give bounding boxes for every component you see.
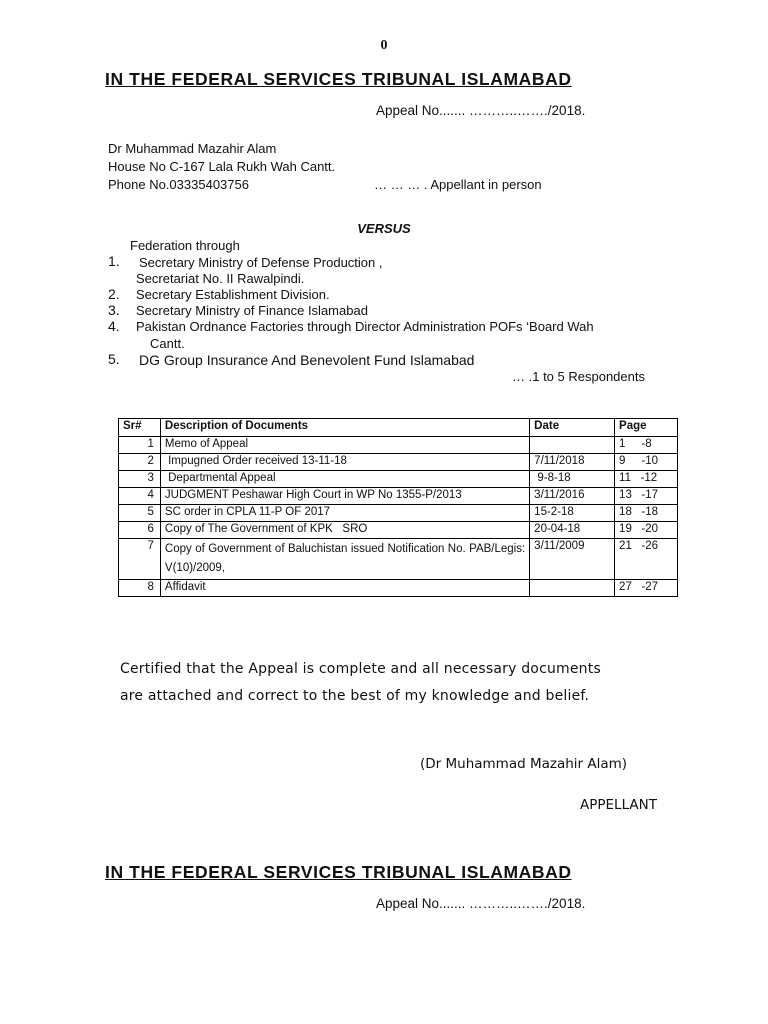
cell-page: 21 -26 — [615, 539, 678, 580]
appellant-address: House No C-167 Lala Rukh Wah Cantt. — [108, 159, 336, 174]
second-tribunal-title: IN THE FEDERAL SERVICES TRIBUNAL ISLAMABAD — [105, 862, 572, 882]
signature-name: (Dr Muhammad Mazahir Alam) — [420, 756, 628, 772]
respondents-intro: Federation through — [130, 238, 240, 253]
table-row — [119, 580, 678, 597]
certification-line-2: are attached and correct to the best of my knowledge and belief. — [120, 688, 590, 704]
cell-sr: 3 — [119, 471, 161, 488]
cell-page: 19 -20 — [615, 522, 678, 539]
respondent-number: 3. — [108, 302, 120, 318]
cell-sr: 1 — [119, 437, 161, 454]
cell-date: 3/11/2016 — [530, 488, 615, 505]
respondent-4-line1: Pakistan Ordnance Factories through Director Administration POFs ‘Board Wah — [136, 319, 594, 334]
documents-table — [118, 418, 678, 597]
appellant-role: … … … . Appellant in person — [374, 177, 542, 192]
respondent-4-line2: Cantt. — [150, 336, 185, 351]
table-row — [119, 522, 678, 539]
signature-role: APPELLANT — [580, 797, 657, 813]
table-header-row — [119, 419, 678, 437]
versus-label: VERSUS — [357, 221, 411, 236]
cell-date: 7/11/2018 — [530, 454, 615, 471]
page-number: 0 — [380, 38, 388, 53]
header-sr: Sr# — [119, 419, 161, 437]
cell-date: 20-04-18 — [530, 522, 615, 539]
respondent-5-line1: DG Group Insurance And Benevolent Fund Islamabad — [139, 352, 475, 368]
table-row — [119, 488, 678, 505]
cell-description: Copy of Government of Baluchistan issued Notification No. PAB/Legis: V(10)/2009, — [160, 539, 529, 580]
cell-description: Affidavit — [160, 580, 529, 597]
cell-page: 18 -18 — [615, 505, 678, 522]
cell-sr: 5 — [119, 505, 161, 522]
cell-sr: 2 — [119, 454, 161, 471]
cell-description: Departmental Appeal — [160, 471, 529, 488]
cell-date: 3/11/2009 — [530, 539, 615, 580]
header-page: Page — [615, 419, 678, 437]
respondent-number: 4. — [108, 318, 120, 334]
appellant-phone: Phone No.03335403756 — [108, 177, 249, 192]
cell-description: JUDGMENT Peshawar High Court in WP No 1355-P/2013 — [160, 488, 529, 505]
cell-date — [530, 580, 615, 597]
respondent-3-line1: Secretary Ministry of Finance Islamabad — [136, 303, 368, 318]
header-description: Description of Documents — [160, 419, 529, 437]
second-appeal-number: Appeal No....... ………..……./2018. — [376, 896, 586, 911]
table-row — [119, 505, 678, 522]
cell-description: Impugned Order received 13-11-18 — [160, 454, 529, 471]
respondent-2-line1: Secretary Establishment Division. — [136, 287, 330, 302]
cell-sr: 6 — [119, 522, 161, 539]
certification-line-1: Certified that the Appeal is complete and all necessary documents — [120, 661, 601, 677]
table-row — [119, 454, 678, 471]
cell-sr: 4 — [119, 488, 161, 505]
table-row — [119, 437, 678, 454]
cell-date: 9-8-18 — [530, 471, 615, 488]
table-row — [119, 539, 678, 580]
respondent-number: 1. — [108, 253, 120, 269]
cell-date — [530, 437, 615, 454]
cell-page: 13 -17 — [615, 488, 678, 505]
cell-sr: 7 — [119, 539, 161, 580]
respondent-1-line1: Secretary Ministry of Defense Production , — [139, 255, 383, 270]
table-row — [119, 471, 678, 488]
respondent-number: 2. — [108, 286, 120, 302]
respondent-number: 5. — [108, 351, 120, 367]
cell-description: SC order in CPLA 11-P OF 2017 — [160, 505, 529, 522]
cell-description: Memo of Appeal — [160, 437, 529, 454]
respondents-summary: … .1 to 5 Respondents — [512, 369, 645, 384]
appellant-name: Dr Muhammad Mazahir Alam — [108, 141, 277, 156]
cell-page: 27 -27 — [615, 580, 678, 597]
tribunal-title: IN THE FEDERAL SERVICES TRIBUNAL ISLAMABAD — [105, 69, 572, 89]
header-date: Date — [530, 419, 615, 437]
cell-page: 11 -12 — [615, 471, 678, 488]
cell-sr: 8 — [119, 580, 161, 597]
cell-description: Copy of The Government of KPK SRO — [160, 522, 529, 539]
appeal-number: Appeal No....... ………..……./2018. — [376, 103, 586, 118]
respondent-1-line2: Secretariat No. II Rawalpindi. — [136, 271, 305, 286]
cell-page: 9 -10 — [615, 454, 678, 471]
cell-page: 1 -8 — [615, 437, 678, 454]
cell-date: 15-2-18 — [530, 505, 615, 522]
